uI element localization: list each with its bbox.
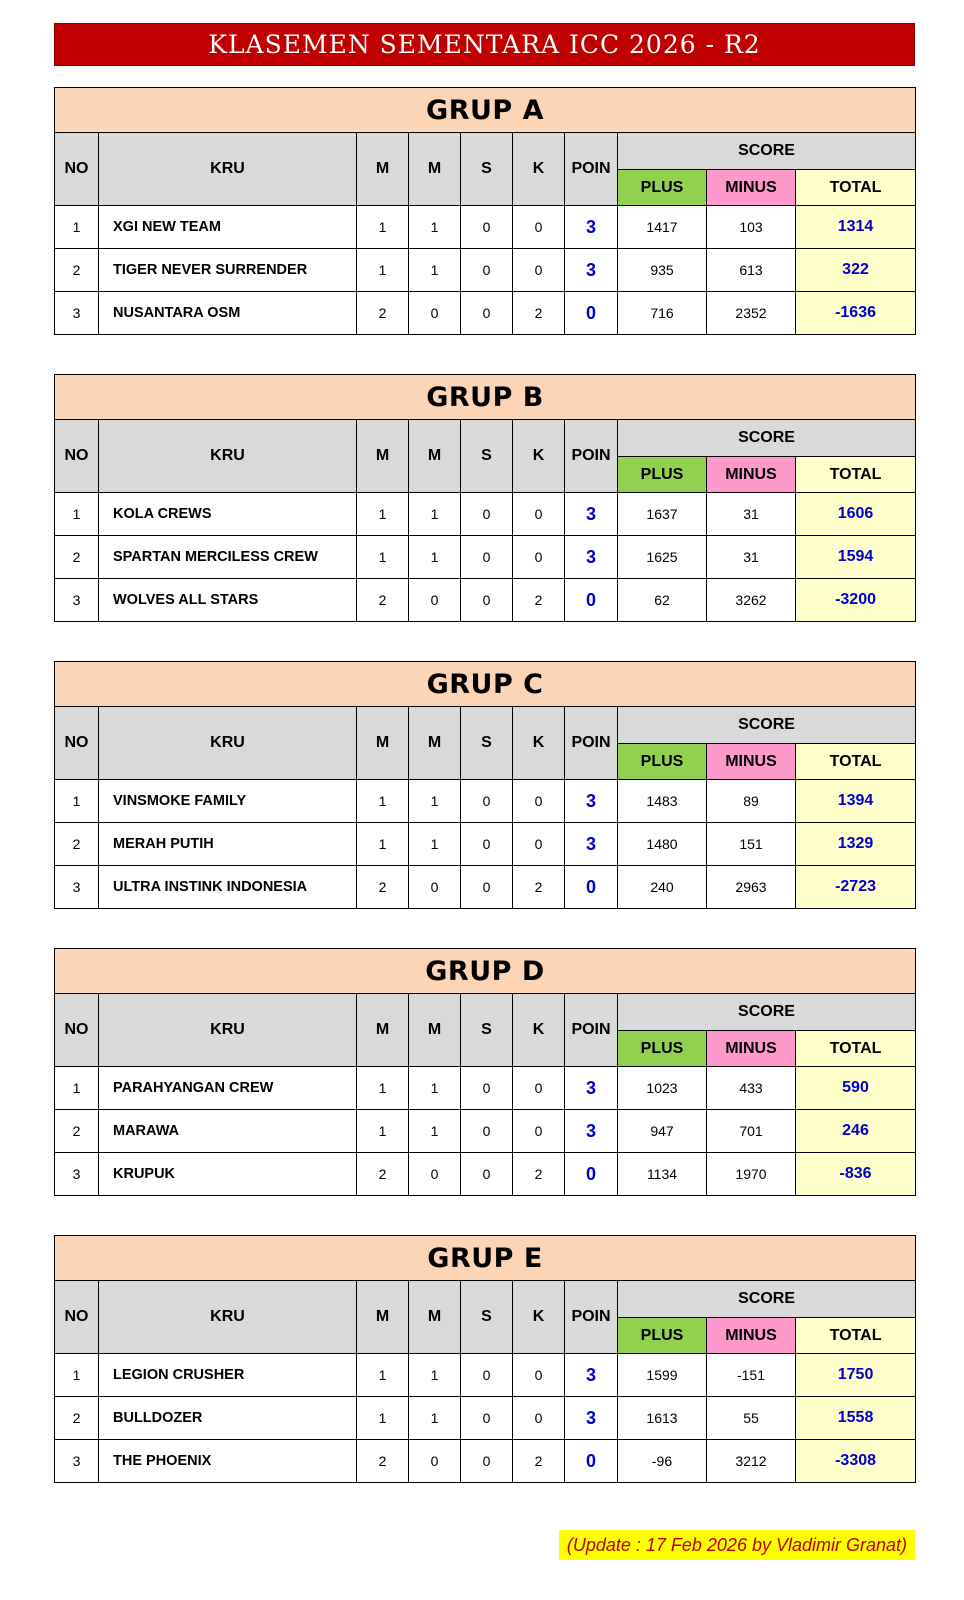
cell-k: 2 [513,292,565,335]
standings-table [54,1235,916,1483]
cell-no: 2 [55,1110,99,1153]
header-no: NO [55,1281,99,1354]
header-poin: POIN [565,133,618,206]
cell-poin: 0 [565,579,618,622]
cell-minus: 151 [707,823,796,866]
table-row [55,1354,916,1397]
cell-plus: 1480 [618,823,707,866]
cell-kru: XGI NEW TEAM [99,206,357,249]
cell-k: 0 [513,780,565,823]
header-m-won: M [409,420,461,493]
header-k: K [513,707,565,780]
group-title: GRUP B [55,375,916,420]
cell-poin: 3 [565,1397,618,1440]
cell-poin: 3 [565,1354,618,1397]
cell-plus: -96 [618,1440,707,1483]
cell-minus: 701 [707,1110,796,1153]
cell-plus: 1613 [618,1397,707,1440]
cell-m-won: 0 [409,1440,461,1483]
table-row [55,1153,916,1196]
header-plus: PLUS [618,744,707,780]
cell-no: 1 [55,206,99,249]
header-kru: KRU [99,133,357,206]
header-minus: MINUS [707,457,796,493]
header-minus: MINUS [707,170,796,206]
cell-kru: WOLVES ALL STARS [99,579,357,622]
cell-total: 1750 [796,1354,916,1397]
cell-plus: 716 [618,292,707,335]
cell-m-won: 0 [409,579,461,622]
table-row [55,493,916,536]
header-m-played: M [357,707,409,780]
cell-poin: 0 [565,1153,618,1196]
cell-m-played: 1 [357,1067,409,1110]
header-m-played: M [357,133,409,206]
cell-poin: 0 [565,866,618,909]
cell-m-played: 2 [357,1153,409,1196]
cell-s: 0 [461,292,513,335]
cell-poin: 3 [565,780,618,823]
standings-table [54,374,916,622]
cell-kru: ULTRA INSTINK INDONESIA [99,866,357,909]
header-score: SCORE [618,707,916,744]
header-plus: PLUS [618,170,707,206]
group-title: GRUP A [55,88,916,133]
cell-kru: KOLA CREWS [99,493,357,536]
header-k: K [513,133,565,206]
cell-k: 0 [513,1110,565,1153]
cell-m-won: 1 [409,780,461,823]
cell-k: 0 [513,249,565,292]
cell-plus: 947 [618,1110,707,1153]
cell-poin: 0 [565,292,618,335]
group-table-b [54,374,915,622]
header-s: S [461,420,513,493]
cell-no: 3 [55,579,99,622]
cell-m-played: 1 [357,1354,409,1397]
cell-kru: MERAH PUTIH [99,823,357,866]
group-table-a [54,87,915,335]
header-k: K [513,1281,565,1354]
header-total: TOTAL [796,170,916,206]
header-minus: MINUS [707,744,796,780]
cell-no: 2 [55,823,99,866]
header-score: SCORE [618,994,916,1031]
table-row [55,1067,916,1110]
cell-total: 590 [796,1067,916,1110]
cell-kru: NUSANTARA OSM [99,292,357,335]
cell-minus: -151 [707,1354,796,1397]
cell-total: -1636 [796,292,916,335]
cell-m-won: 0 [409,866,461,909]
cell-poin: 3 [565,823,618,866]
standings-table [54,87,916,335]
cell-s: 0 [461,823,513,866]
cell-s: 0 [461,1067,513,1110]
header-m-won: M [409,1281,461,1354]
cell-minus: 89 [707,780,796,823]
standings-table [54,661,916,909]
cell-poin: 0 [565,1440,618,1483]
table-row [55,1397,916,1440]
cell-minus: 103 [707,206,796,249]
cell-plus: 1599 [618,1354,707,1397]
cell-s: 0 [461,1440,513,1483]
update-note: (Update : 17 Feb 2026 by Vladimir Granat) [559,1530,915,1560]
header-no: NO [55,994,99,1067]
cell-total: 1606 [796,493,916,536]
header-s: S [461,133,513,206]
cell-total: -836 [796,1153,916,1196]
cell-kru: BULLDOZER [99,1397,357,1440]
cell-s: 0 [461,780,513,823]
cell-m-played: 1 [357,1110,409,1153]
cell-kru: MARAWA [99,1110,357,1153]
cell-total: -2723 [796,866,916,909]
header-poin: POIN [565,1281,618,1354]
cell-s: 0 [461,493,513,536]
cell-no: 3 [55,1153,99,1196]
table-row [55,823,916,866]
cell-total: 322 [796,249,916,292]
header-score: SCORE [618,420,916,457]
cell-kru: THE PHOENIX [99,1440,357,1483]
cell-m-played: 1 [357,780,409,823]
cell-no: 2 [55,536,99,579]
standings-table [54,948,916,1196]
cell-m-played: 1 [357,249,409,292]
cell-total: 246 [796,1110,916,1153]
header-k: K [513,420,565,493]
header-no: NO [55,707,99,780]
cell-s: 0 [461,1397,513,1440]
cell-s: 0 [461,1153,513,1196]
page-title: KLASEMEN SEMENTARA ICC 2026 - R2 [54,23,915,66]
cell-total: 1558 [796,1397,916,1440]
cell-m-won: 1 [409,1354,461,1397]
cell-no: 3 [55,292,99,335]
cell-no: 1 [55,780,99,823]
cell-k: 0 [513,206,565,249]
cell-m-won: 1 [409,536,461,579]
cell-s: 0 [461,536,513,579]
cell-k: 0 [513,1354,565,1397]
header-total: TOTAL [796,1318,916,1354]
cell-k: 2 [513,866,565,909]
table-row [55,866,916,909]
cell-minus: 31 [707,493,796,536]
cell-s: 0 [461,206,513,249]
cell-minus: 31 [707,536,796,579]
cell-total: 1394 [796,780,916,823]
cell-no: 2 [55,249,99,292]
cell-s: 0 [461,579,513,622]
cell-minus: 3212 [707,1440,796,1483]
cell-total: 1329 [796,823,916,866]
header-total: TOTAL [796,457,916,493]
table-row [55,249,916,292]
cell-total: 1594 [796,536,916,579]
group-table-d [54,948,915,1196]
cell-m-won: 1 [409,249,461,292]
table-row [55,206,916,249]
header-s: S [461,994,513,1067]
cell-m-played: 2 [357,292,409,335]
cell-minus: 2963 [707,866,796,909]
cell-m-won: 0 [409,292,461,335]
cell-s: 0 [461,866,513,909]
cell-no: 1 [55,1067,99,1110]
cell-kru: SPARTAN MERCILESS CREW [99,536,357,579]
header-total: TOTAL [796,1031,916,1067]
cell-minus: 433 [707,1067,796,1110]
group-title: GRUP C [55,662,916,707]
cell-k: 0 [513,1397,565,1440]
header-m-won: M [409,994,461,1067]
header-s: S [461,1281,513,1354]
header-plus: PLUS [618,457,707,493]
cell-s: 0 [461,1354,513,1397]
cell-m-won: 1 [409,1397,461,1440]
cell-m-played: 1 [357,1397,409,1440]
cell-kru: KRUPUK [99,1153,357,1196]
cell-k: 0 [513,493,565,536]
table-row [55,579,916,622]
cell-minus: 55 [707,1397,796,1440]
cell-plus: 1023 [618,1067,707,1110]
table-row [55,1440,916,1483]
group-title: GRUP D [55,949,916,994]
cell-no: 3 [55,866,99,909]
group-table-c [54,661,915,909]
cell-k: 2 [513,1440,565,1483]
cell-m-won: 1 [409,493,461,536]
header-score: SCORE [618,133,916,170]
cell-m-won: 0 [409,1153,461,1196]
cell-m-played: 2 [357,1440,409,1483]
cell-no: 1 [55,493,99,536]
cell-s: 0 [461,1110,513,1153]
cell-no: 2 [55,1397,99,1440]
header-minus: MINUS [707,1031,796,1067]
header-poin: POIN [565,707,618,780]
cell-k: 2 [513,1153,565,1196]
cell-plus: 1483 [618,780,707,823]
cell-k: 2 [513,579,565,622]
header-m-played: M [357,420,409,493]
cell-no: 3 [55,1440,99,1483]
header-no: NO [55,420,99,493]
cell-poin: 3 [565,1067,618,1110]
header-k: K [513,994,565,1067]
cell-plus: 240 [618,866,707,909]
header-poin: POIN [565,420,618,493]
cell-total: -3308 [796,1440,916,1483]
cell-m-won: 1 [409,1110,461,1153]
cell-m-played: 1 [357,823,409,866]
cell-minus: 613 [707,249,796,292]
header-m-played: M [357,1281,409,1354]
cell-m-played: 2 [357,579,409,622]
cell-poin: 3 [565,206,618,249]
cell-plus: 1625 [618,536,707,579]
header-poin: POIN [565,994,618,1067]
cell-minus: 3262 [707,579,796,622]
cell-m-won: 1 [409,1067,461,1110]
table-row [55,292,916,335]
header-s: S [461,707,513,780]
cell-plus: 1637 [618,493,707,536]
cell-m-won: 1 [409,823,461,866]
cell-m-played: 1 [357,536,409,579]
header-total: TOTAL [796,744,916,780]
cell-total: 1314 [796,206,916,249]
cell-plus: 935 [618,249,707,292]
table-row [55,1110,916,1153]
header-kru: KRU [99,420,357,493]
header-m-won: M [409,707,461,780]
cell-plus: 1417 [618,206,707,249]
header-no: NO [55,133,99,206]
header-kru: KRU [99,1281,357,1354]
cell-k: 0 [513,1067,565,1110]
header-m-played: M [357,994,409,1067]
cell-kru: VINSMOKE FAMILY [99,780,357,823]
cell-m-played: 1 [357,206,409,249]
header-minus: MINUS [707,1318,796,1354]
cell-kru: LEGION CRUSHER [99,1354,357,1397]
cell-m-played: 1 [357,493,409,536]
header-m-won: M [409,133,461,206]
cell-kru: PARAHYANGAN CREW [99,1067,357,1110]
table-row [55,780,916,823]
cell-m-won: 1 [409,206,461,249]
cell-plus: 62 [618,579,707,622]
header-plus: PLUS [618,1031,707,1067]
table-row [55,536,916,579]
cell-poin: 3 [565,249,618,292]
cell-minus: 1970 [707,1153,796,1196]
group-table-e [54,1235,915,1483]
cell-k: 0 [513,823,565,866]
cell-minus: 2352 [707,292,796,335]
cell-poin: 3 [565,1110,618,1153]
header-score: SCORE [618,1281,916,1318]
header-kru: KRU [99,707,357,780]
cell-kru: TIGER NEVER SURRENDER [99,249,357,292]
cell-m-played: 2 [357,866,409,909]
header-kru: KRU [99,994,357,1067]
cell-k: 0 [513,536,565,579]
cell-no: 1 [55,1354,99,1397]
group-title: GRUP E [55,1236,916,1281]
cell-plus: 1134 [618,1153,707,1196]
cell-poin: 3 [565,536,618,579]
header-plus: PLUS [618,1318,707,1354]
cell-poin: 3 [565,493,618,536]
cell-total: -3200 [796,579,916,622]
cell-s: 0 [461,249,513,292]
